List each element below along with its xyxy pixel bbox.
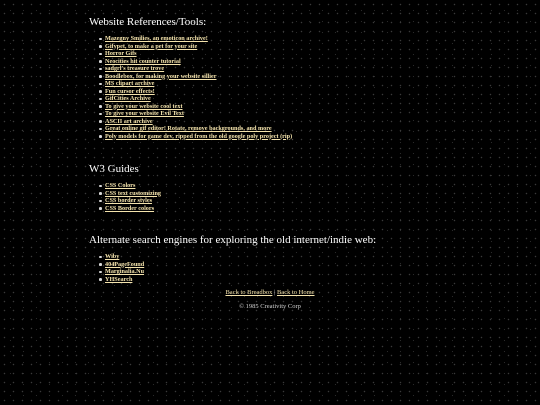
link-evil-text[interactable]: To give your website Evil Text bbox=[105, 110, 184, 117]
link-ms-clipart[interactable]: MS clipart archive bbox=[105, 80, 155, 87]
section-heading: Alternate search engines for exploring the old internet/indie web: bbox=[89, 234, 377, 246]
list-item bbox=[105, 35, 292, 43]
link-list bbox=[89, 182, 161, 212]
section-heading: Website References/Tools: bbox=[89, 16, 207, 28]
list-item bbox=[105, 125, 292, 133]
link-sadgrl[interactable]: sadgrl's treasure trove bbox=[105, 65, 165, 72]
list-item bbox=[105, 268, 144, 276]
footer-nav bbox=[0, 289, 540, 296]
link-wiby[interactable]: Wiby bbox=[105, 253, 120, 260]
list-item bbox=[105, 50, 292, 58]
link-gif-editor[interactable]: Great online gif editor! Rotate, remove backgrounds, and more bbox=[105, 125, 272, 132]
link-horror-gifs[interactable]: Horror Gifs bbox=[105, 50, 137, 57]
link-gifcities[interactable]: GifCities Archive bbox=[105, 95, 151, 102]
list-item bbox=[105, 197, 161, 205]
list-item bbox=[105, 103, 292, 111]
link-list bbox=[89, 253, 144, 283]
list-item bbox=[105, 73, 292, 81]
link-boodlebox[interactable]: Boodlebox, for making your website sillier bbox=[105, 72, 217, 80]
list-item bbox=[105, 88, 292, 96]
link-cursor-effects[interactable]: Fun cursor effects! bbox=[105, 87, 155, 95]
list-item bbox=[105, 182, 161, 190]
list-item bbox=[105, 43, 292, 51]
list-item bbox=[105, 276, 144, 284]
list-item bbox=[105, 133, 292, 141]
link-css-colors[interactable]: CSS Colors bbox=[105, 182, 136, 189]
link-list bbox=[89, 35, 292, 140]
link-mazegny-smilies[interactable]: Mazegny Smilies, an emoticon archive! bbox=[105, 35, 208, 42]
link-css-border-styles[interactable]: CSS border styles bbox=[105, 197, 152, 204]
list-item bbox=[105, 190, 161, 198]
list-item bbox=[105, 205, 161, 213]
list-item bbox=[105, 95, 292, 103]
link-marginalia[interactable]: Marginalia.Nu bbox=[105, 268, 145, 275]
list-item bbox=[105, 80, 292, 88]
link-css-text[interactable]: CSS text customizing bbox=[105, 189, 162, 197]
link-yhsearch[interactable]: YHSearch bbox=[105, 275, 133, 283]
link-404pagefound[interactable]: 404PageFound bbox=[105, 260, 145, 268]
section-heading: W3 Guides bbox=[89, 163, 139, 175]
list-item bbox=[105, 65, 292, 73]
list-item bbox=[105, 261, 144, 269]
link-css-border-colors[interactable]: CSS Border colors bbox=[105, 204, 155, 212]
back-to-home-link[interactable]: Back to Home bbox=[276, 289, 315, 296]
list-item bbox=[105, 58, 292, 66]
link-ascii-art[interactable]: ASCII art archive bbox=[105, 117, 153, 125]
back-to-breadbox-link[interactable]: Back to Breadbox bbox=[225, 289, 273, 296]
list-item bbox=[105, 118, 292, 126]
link-cool-text[interactable]: To give your website cool text bbox=[105, 102, 183, 110]
list-item bbox=[105, 110, 292, 118]
link-poly-models[interactable]: Poly models for game dev, ripped from the old google poly project (rip) bbox=[105, 132, 293, 140]
copyright-text: © 1985 Creativity Corp bbox=[239, 303, 301, 310]
link-hit-counter[interactable]: Neocities hit counter tutorial bbox=[105, 57, 181, 65]
footer-separator: | bbox=[274, 289, 276, 296]
list-item bbox=[105, 253, 144, 261]
link-gifypet[interactable]: Gifypet, to make a pet for your site bbox=[105, 42, 198, 50]
